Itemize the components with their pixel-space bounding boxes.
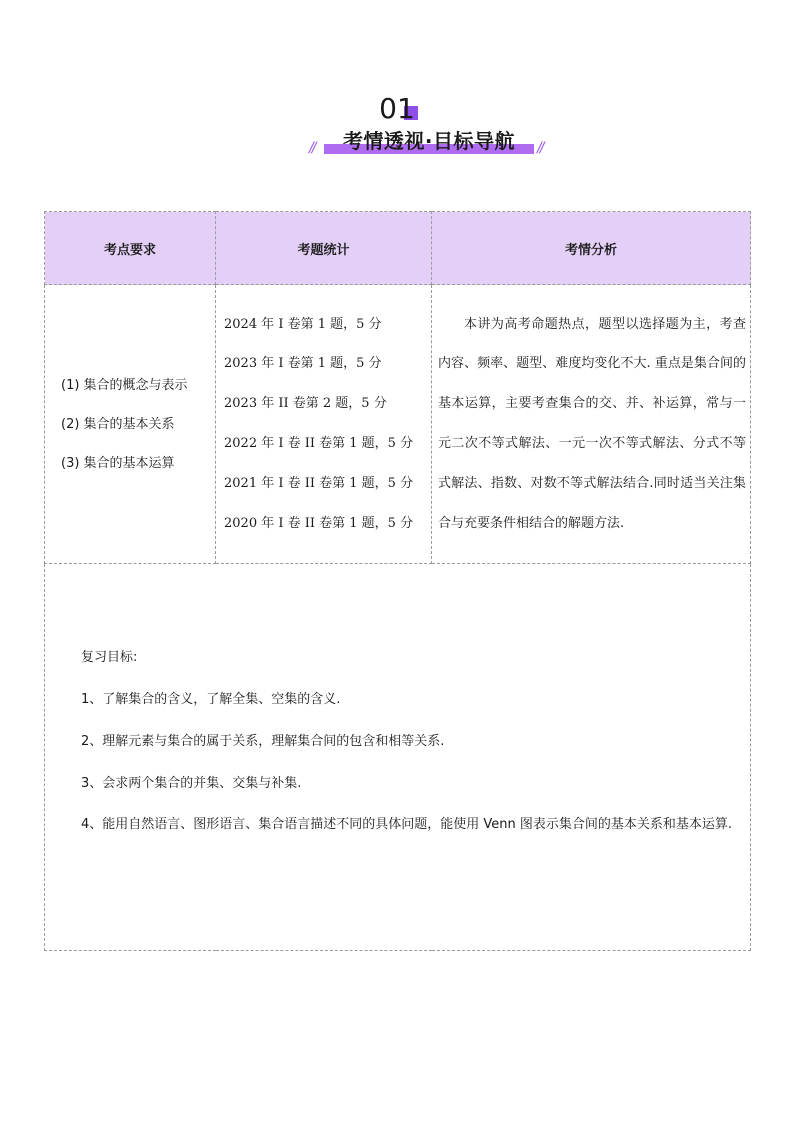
table-header-row xyxy=(45,212,751,285)
exam-stat-item: 2021 年 I 卷 II 卷第 1 题，5 分 xyxy=(224,475,414,491)
table-body-row xyxy=(45,285,751,564)
exam-stats-cell xyxy=(216,285,432,564)
review-goal-item: 4、能用自然语言、图形语言、集合语言描述不同的具体问题，能使用 Venn 图表示集合间的基本关系和基本运算. xyxy=(81,817,733,832)
exam-stat-item: 2020 年 I 卷 II 卷第 1 题，5 分 xyxy=(224,515,414,531)
review-goal-item: 3、会求两个集合的并集、交集与补集. xyxy=(81,776,302,791)
exam-stat-item: 2024 年 I 卷第 1 题，5 分 xyxy=(224,316,382,332)
header-key-points: 考点要求 xyxy=(45,212,216,285)
review-heading: 复习目标: xyxy=(81,650,138,665)
key-point-item: (2) 集合的基本关系 xyxy=(61,416,175,432)
banner-decoration-left: // xyxy=(309,140,315,156)
banner-decoration-right: // xyxy=(537,140,543,156)
exam-stat-item: 2023 年 II 卷第 2 题，5 分 xyxy=(224,396,387,412)
review-goal-item: 2、理解元素与集合的属于关系，理解集合间的包含和相等关系. xyxy=(81,734,445,749)
review-cell xyxy=(45,564,751,951)
review-goals xyxy=(45,564,750,845)
key-point-item: (3) 集合的基本运算 xyxy=(61,455,175,471)
section-banner xyxy=(324,126,534,156)
analysis-text: 本讲为高考命题热点，题型以选择题为主，考查内容、频率、题型、难度均变化不大. 重点是集合间的基本运算，主要考查集合的交、并、补运算，常与一元二次不等式解法、一元一次不等式解法、分式不等式解法、指数、对数不等式解法结合.同时适当关注集合与充要条件相结合的解题方法. xyxy=(438,316,746,531)
header-exam-stats: 考题统计 xyxy=(216,212,432,285)
key-point-item: (1) 集合的概念与表示 xyxy=(61,377,188,393)
section-title: 考情透视·目标导航 xyxy=(342,129,516,153)
analysis-cell xyxy=(432,285,751,564)
key-points-cell xyxy=(45,285,216,564)
section-number: 01 xyxy=(379,92,415,125)
review-row xyxy=(45,564,751,951)
exam-stat-item: 2023 年 I 卷第 1 题，5 分 xyxy=(224,356,382,372)
exam-stat-item: 2022 年 I 卷 II 卷第 1 题，5 分 xyxy=(224,436,414,451)
review-goal-item: 1、了解集合的含义，了解全集、空集的含义. xyxy=(81,692,341,707)
header-analysis: 考情分析 xyxy=(432,212,751,285)
exam-overview-table xyxy=(44,211,751,951)
